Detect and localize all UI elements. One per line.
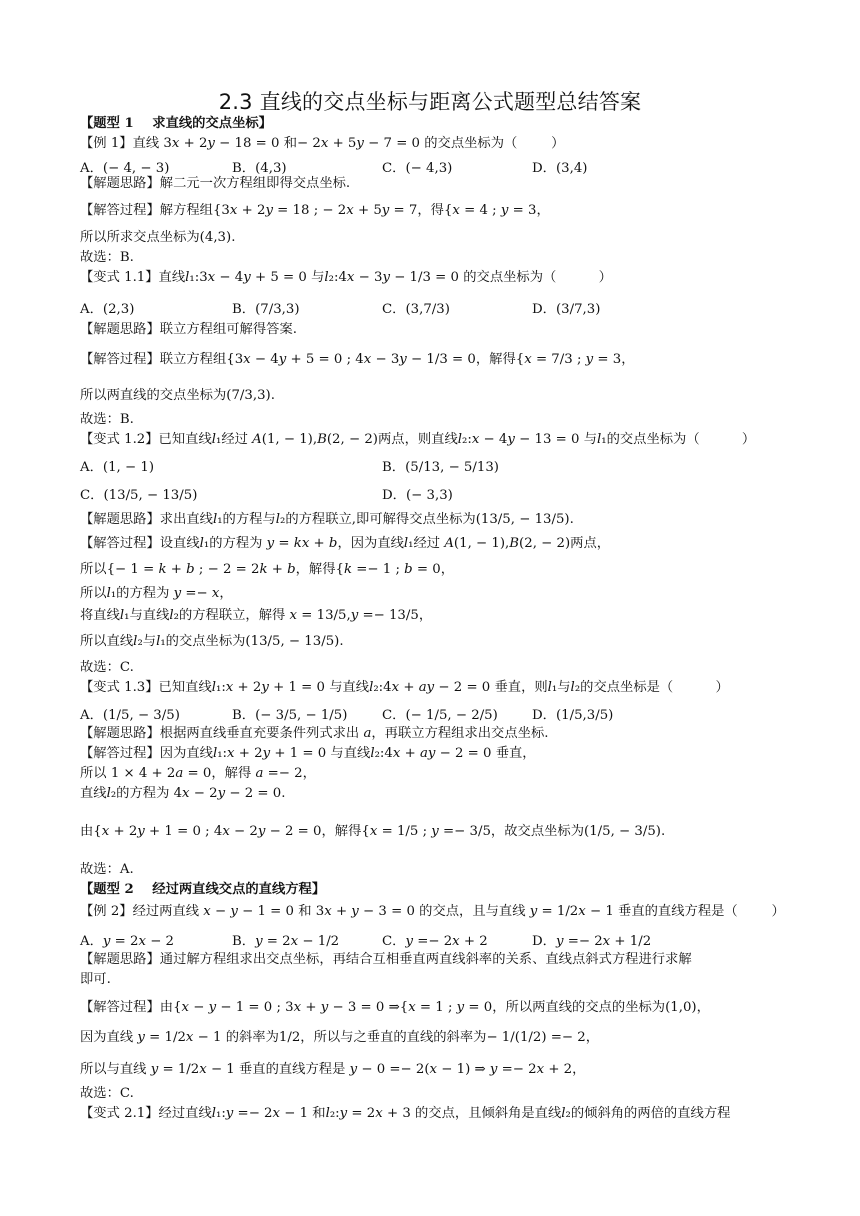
ex2-line3: 所以与直线 𝑦 = 1/2𝑥 − 1 垂直的直线方程是 𝑦 − 0 =− 2(𝑥 − 1) ⇒ 𝑦 =− 2𝑥 + 2，	[80, 1062, 586, 1077]
ex1-answer: 故选：B.	[80, 250, 134, 265]
v11-process: 【解答过程】联立方程组{3𝑥 − 4𝑦 + 5 = 0 ; 4𝑥 − 3𝑦 − 1/3 = 0，解得{𝑥 = 7/3 ; 𝑦 = 3，	[80, 352, 635, 367]
ex1-idea: 【解题思路】解二元一次方程组即得交点坐标.	[80, 176, 351, 191]
v11-result: 所以两直线的交点坐标为(7/3,3).	[80, 388, 275, 403]
v13-line3: 直线𝑙₂的方程为 4𝑥 − 2𝑦 − 2 = 0.	[80, 786, 286, 801]
ex2-idea-cont: 即可.	[80, 972, 111, 987]
v12-idea: 【解题思路】求出直线𝑙₁的方程与𝑙₂的方程联立,即可解得交点坐标为(13/5, − 13/5).	[80, 512, 574, 527]
v13-answer: 故选：A.	[80, 862, 134, 877]
v12-option-d: D．(− 3,3)	[382, 488, 453, 503]
v12-answer: 故选：C.	[80, 660, 134, 675]
ex2-answer: 故选：C.	[80, 1086, 134, 1101]
topic1-heading: 【题型 1 求直线的交点坐标】	[80, 116, 272, 131]
ex2-process: 【解答过程】由{𝑥 − 𝑦 − 1 = 0 ; 3𝑥 + 𝑦 − 3 = 0 ⇒{𝑥 = 1 ; 𝑦 = 0，所以两直线的交点的坐标为(1,0)，	[80, 1000, 710, 1015]
v13-option-b: B．(− 3/5, − 1/5)	[232, 708, 348, 723]
v11-option-d: D．(3/7,3)	[532, 302, 601, 317]
ex2-option-b: B．𝑦 = 2𝑥 − 1/2	[232, 934, 340, 949]
ex1-option-b: B．(4,3)	[232, 161, 287, 176]
ex1-option-d: D．(3,4)	[532, 161, 588, 176]
v13-stem: 【变式 1.3】已知直线𝑙₁:𝑥 + 2𝑦 + 1 = 0 与直线𝑙₂:4𝑥 + 𝑎𝑦 − 2 = 0 垂直，则𝑙₁与𝑙₂的交点坐标是（ ）	[80, 680, 729, 695]
ex2-option-c: C．𝑦 =− 2𝑥 + 2	[382, 934, 488, 949]
ex1-process: 【解答过程】解方程组{3𝑥 + 2𝑦 = 18 ; − 2𝑥 + 5𝑦 = 7，得{𝑥 = 4 ; 𝑦 = 3，	[80, 203, 550, 218]
v11-option-c: C．(3,7/3)	[382, 302, 450, 317]
v13-option-a: A．(1/5, − 3/5)	[80, 708, 180, 723]
v11-answer: 故选：B.	[80, 412, 134, 427]
ex1-result: 所以所求交点坐标为(4,3).	[80, 230, 236, 245]
ex2-stem: 【例 2】经过两直线 𝑥 − 𝑦 − 1 = 0 和 3𝑥 + 𝑦 − 3 = 0 的交点，且与直线 𝑦 = 1/2𝑥 − 1 垂直的直线方程是（ ）	[80, 904, 785, 919]
v12-option-c: C．(13/5, − 13/5)	[80, 488, 198, 503]
v21-stem: 【变式 2.1】经过直线𝑙₁:𝑦 =− 2𝑥 − 1 和𝑙₂:𝑦 = 2𝑥 + 3 的交点，且倾斜角是直线𝑙₂的倾斜角的两倍的直线方程	[80, 1106, 731, 1121]
ex1-stem: 【例 1】直线 3𝑥 + 2𝑦 − 18 = 0 和− 2𝑥 + 5𝑦 − 7 = 0 的交点坐标为（ ）	[80, 136, 565, 151]
v12-line5: 所以直线𝑙₂与𝑙₁的交点坐标为(13/5, − 13/5).	[80, 634, 344, 649]
v11-option-a: A．(2,3)	[80, 302, 135, 317]
ex1-option-c: C．(− 4,3)	[382, 161, 453, 176]
v13-line2: 所以 1 × 4 + 2𝑎 = 0，解得 𝑎 =− 2，	[80, 766, 316, 781]
v13-line4: 由{𝑥 + 2𝑦 + 1 = 0 ; 4𝑥 − 2𝑦 − 2 = 0，解得{𝑥 = 1/5 ; 𝑦 =− 3/5，故交点坐标为(1/5, − 3/5).	[80, 824, 666, 839]
v12-option-a: A．(1, − 1)	[80, 460, 155, 475]
v13-option-d: D．(1/5,3/5)	[532, 708, 614, 723]
topic2-heading: 【题型 2 经过两直线交点的直线方程】	[80, 882, 326, 897]
v12-line3: 所以𝑙₁的方程为 𝑦 =− 𝑥，	[80, 586, 233, 601]
ex2-idea: 【解题思路】通过解方程组求出交点坐标，再结合互相垂直两直线斜率的关系、直线点斜式方程进行求解	[80, 952, 692, 967]
page-title: 2.3 直线的交点坐标与距离公式题型总结答案	[218, 90, 642, 114]
v11-option-b: B．(7/3,3)	[232, 302, 300, 317]
v13-idea: 【解题思路】根据两直线垂直充要条件列式求出 𝑎，再联立方程组求出交点坐标.	[80, 726, 549, 741]
v11-stem: 【变式 1.1】直线𝑙₁:3𝑥 − 4𝑦 + 5 = 0 与𝑙₂:4𝑥 − 3𝑦 − 1/3 = 0 的交点坐标为（ ）	[80, 270, 612, 285]
v13-process: 【解答过程】因为直线𝑙₁:𝑥 + 2𝑦 + 1 = 0 与直线𝑙₂:4𝑥 + 𝑎𝑦 − 2 = 0 垂直，	[80, 746, 536, 761]
ex2-line2: 因为直线 𝑦 = 1/2𝑥 − 1 的斜率为1/2，所以与之垂直的直线的斜率为− 1/(1/2) =− 2，	[80, 1030, 600, 1045]
v12-option-b: B．(5/13, − 5/13)	[382, 460, 499, 475]
ex2-option-a: A．𝑦 = 2𝑥 − 2	[80, 934, 175, 949]
v12-line2: 所以{− 1 = 𝑘 + 𝑏 ; − 2 = 2𝑘 + 𝑏，解得{𝑘 =− 1 ; 𝑏 = 0，	[80, 562, 455, 577]
v12-process: 【解答过程】设直线𝑙₁的方程为 𝑦 = 𝑘𝑥 + 𝑏，因为直线𝑙₁经过 𝐴(1, − 1),𝐵(2, − 2)两点，	[80, 536, 611, 551]
v13-option-c: C．(− 1/5, − 2/5)	[382, 708, 498, 723]
ex1-option-a: A．(− 4, − 3)	[80, 161, 170, 176]
v12-stem: 【变式 1.2】已知直线𝑙₁经过 𝐴(1, − 1),𝐵(2, − 2)两点，则直线𝑙₂:𝑥 − 4𝑦 − 13 = 0 与𝑙₁的交点坐标为（ ）	[80, 432, 756, 447]
ex2-option-d: D．𝑦 =− 2𝑥 + 1/2	[532, 934, 652, 949]
v11-idea: 【解题思路】联立方程组可解得答案.	[80, 322, 297, 337]
v12-line4: 将直线𝑙₁与直线𝑙₂的方程联立，解得 𝑥 = 13/5,𝑦 =− 13/5，	[80, 608, 433, 623]
